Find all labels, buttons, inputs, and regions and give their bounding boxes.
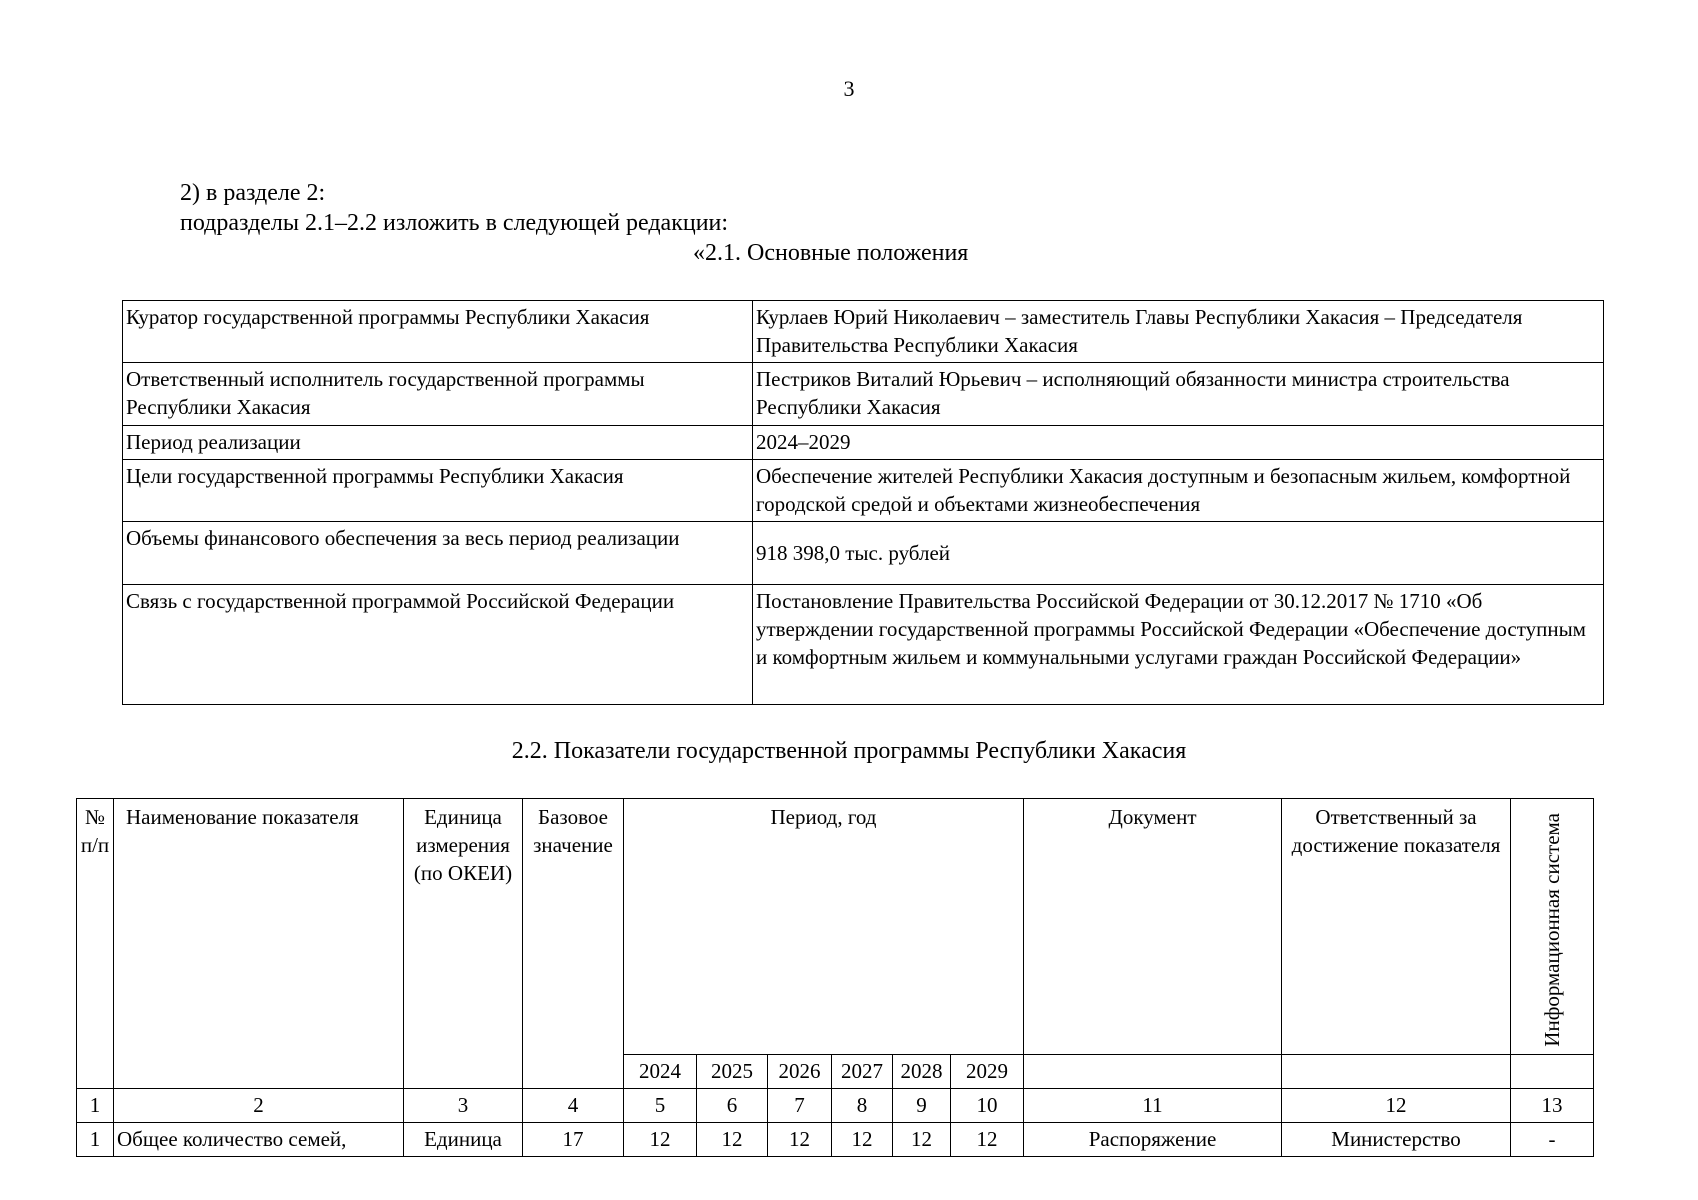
row-num: 1 [77, 1122, 114, 1156]
row-label: Связь с государственной программой Российской Федерации [123, 585, 753, 705]
column-number: 6 [697, 1088, 768, 1122]
table-row [123, 460, 1604, 522]
table-row [77, 1122, 1594, 1156]
row-value-2026: 12 [768, 1122, 832, 1156]
column-numbers-row [77, 1088, 1594, 1122]
column-number: 11 [1024, 1088, 1282, 1122]
row-value-2027: 12 [832, 1122, 893, 1156]
row-value-2028: 12 [893, 1122, 951, 1156]
section-2-2-title: 2.2. Показатели государственной программы Республики Хакасия [511, 738, 1187, 764]
year-cell: 2028 [893, 1054, 951, 1088]
row-value-2029: 12 [951, 1122, 1024, 1156]
header-document: Документ [1024, 799, 1282, 1055]
section-2-1-title: «2.1. Основные положения [693, 240, 969, 266]
row-value-2024: 12 [624, 1122, 697, 1156]
header-row [77, 799, 1594, 1055]
row-label: Ответственный исполнитель государственной программы Республики Хакасия [123, 363, 753, 426]
header-base: Базовое значение [523, 799, 624, 1089]
row-base: 17 [523, 1122, 624, 1156]
row-label: Куратор государственной программы Республики Хакасия [123, 301, 753, 363]
intro-line-1: 2) в разделе 2: [180, 180, 326, 206]
column-number: 3 [404, 1088, 523, 1122]
row-label: Период реализации [123, 426, 753, 460]
column-number: 12 [1282, 1088, 1511, 1122]
column-number: 10 [951, 1088, 1024, 1122]
year-cell: 2026 [768, 1054, 832, 1088]
row-value: Курлаев Юрий Николаевич – заместитель Главы Республики Хакасия – Председателя Правительства Республики Хакасия [753, 301, 1604, 363]
row-value-2025: 12 [697, 1122, 768, 1156]
table-row [123, 522, 1604, 585]
row-value: Обеспечение жителей Республики Хакасия доступным и безопасным жильем, комфортной городской средой и объектами жизнеобеспечения [753, 460, 1604, 522]
indicators-table [76, 798, 1594, 1157]
header-name: Наименование показателя [114, 799, 404, 1089]
row-name: Общее количество семей, [114, 1122, 404, 1156]
header-period: Период, год [624, 799, 1024, 1055]
header-responsible: Ответственный за достижение показателя [1282, 799, 1511, 1055]
table-row [123, 585, 1604, 705]
year-cell: 2027 [832, 1054, 893, 1088]
year-cell: 2024 [624, 1054, 697, 1088]
year-cell: 2029 [951, 1054, 1024, 1088]
empty-cell [1282, 1054, 1511, 1088]
row-value: Постановление Правительства Российской Федерации от 30.12.2017 № 1710 «Об утверждении государственной программы Российской Федерации «Обеспечение доступным и комфортным жильем и коммунальными услугами граждан Российской Федерации» [753, 585, 1604, 705]
table-row [123, 301, 1604, 363]
row-label: Цели государственной программы Республики Хакасия [123, 460, 753, 522]
intro-line-2: подразделы 2.1–2.2 изложить в следующей редакции: [180, 210, 729, 236]
column-number: 5 [624, 1088, 697, 1122]
year-cell: 2025 [697, 1054, 768, 1088]
row-unit: Единица [404, 1122, 523, 1156]
main-provisions-table [122, 300, 1604, 705]
row-label: Объемы финансового обеспечения за весь период реализации [123, 522, 753, 585]
column-number: 9 [893, 1088, 951, 1122]
column-number: 13 [1511, 1088, 1594, 1122]
header-unit: Единица измерения (по ОКЕИ) [404, 799, 523, 1089]
empty-cell [1024, 1054, 1282, 1088]
row-value: 918 398,0 тыс. рублей [753, 522, 1604, 585]
header-info-label: Информационная система [1540, 813, 1565, 1047]
column-number: 4 [523, 1088, 624, 1122]
header-info-system [1511, 799, 1594, 1055]
empty-cell [1511, 1054, 1594, 1088]
table-row [123, 363, 1604, 426]
row-responsible: Министерство [1282, 1122, 1511, 1156]
column-number: 2 [114, 1088, 404, 1122]
page-number: 3 [843, 76, 855, 101]
row-info-system: - [1511, 1122, 1594, 1156]
row-value: 2024–2029 [753, 426, 1604, 460]
header-num: № п/п [77, 799, 114, 1089]
row-document: Распоряжение [1024, 1122, 1282, 1156]
column-number: 7 [768, 1088, 832, 1122]
table-row [123, 426, 1604, 460]
row-value: Пестриков Виталий Юрьевич – исполняющий обязанности министра строительства Республики Хакасия [753, 363, 1604, 426]
column-number: 1 [77, 1088, 114, 1122]
column-number: 8 [832, 1088, 893, 1122]
